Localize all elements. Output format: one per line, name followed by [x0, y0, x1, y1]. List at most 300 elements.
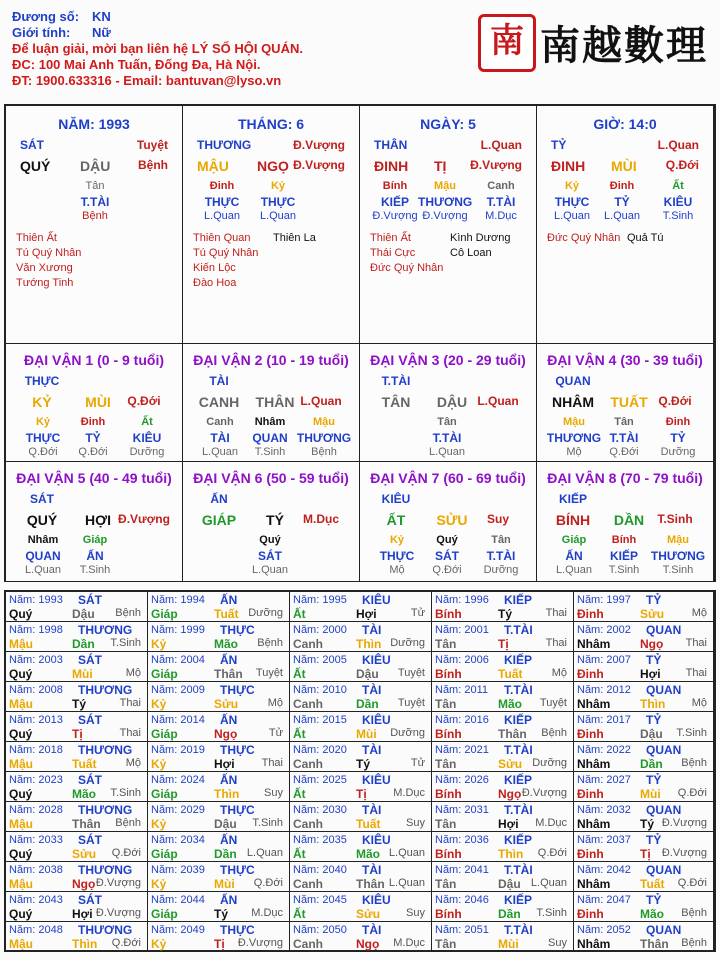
year-label: Năm: 1995	[293, 594, 347, 606]
year-chi: Dần	[214, 847, 237, 861]
dai-van-chi: THÂN	[255, 394, 295, 410]
dai-van-tang-can-truong-sinh: T.Sinh	[608, 564, 640, 576]
year-thap-than: KIÊU	[362, 593, 391, 607]
year-cell	[574, 682, 714, 712]
year-thap-than: KIÊU	[362, 653, 391, 667]
year-can: Mậu	[9, 937, 33, 951]
year-label: Năm: 1999	[151, 624, 205, 636]
pillar-cell	[360, 106, 537, 344]
than-sat-star: Đức Quý Nhân	[547, 232, 621, 244]
dai-van-thap-than: T.TÀI	[381, 374, 411, 388]
tang-can-truong-sinh: L.Quan	[203, 210, 241, 222]
year-truong-sinh: Mộ	[551, 667, 567, 679]
dai-van-tang-can-thap-than: THƯƠNG	[650, 549, 706, 563]
year-label: Năm: 2030	[293, 804, 347, 816]
dai-van-tang-can: Tân	[491, 534, 511, 546]
year-truong-sinh: T.Sinh	[676, 727, 707, 739]
dai-van-chi: MÙI	[85, 394, 111, 410]
year-label: Năm: 1997	[577, 594, 631, 606]
dai-van-can: BÍNH	[555, 512, 591, 528]
truong-sinh-can: Tuyệt	[136, 138, 168, 152]
tang-can-truong-sinh: Đ.Vượng	[422, 210, 468, 222]
year-thap-than: KIÊU	[362, 713, 391, 727]
year-label: Năm: 2021	[435, 744, 489, 756]
year-label: Năm: 2011	[435, 684, 488, 696]
year-label: Năm: 2029	[151, 804, 205, 816]
tang-can-truong-sinh: L.Quan	[603, 210, 641, 222]
dai-van-tang-can-thap-than: KIÊU	[132, 431, 162, 445]
year-thap-than: THỰC	[220, 623, 255, 637]
year-chi: Hợi	[640, 667, 661, 681]
year-can: Quý	[9, 727, 33, 741]
year-thap-than: TỶ	[646, 713, 662, 727]
year-chi: Dần	[72, 637, 95, 651]
dai-van-tang-can-truong-sinh: Mộ	[566, 446, 582, 458]
year-can: Ất	[293, 787, 306, 801]
year-truong-sinh: Mộ	[125, 757, 141, 769]
year-truong-sinh: Đ.Vượng	[95, 907, 141, 919]
year-can: Quý	[9, 787, 33, 801]
year-thap-than: QUAN	[646, 923, 682, 937]
year-cell	[148, 772, 290, 802]
year-can: Quý	[9, 847, 33, 861]
year-cell	[574, 622, 714, 652]
dai-van-tang-can-truong-sinh: T.Sinh	[254, 446, 286, 458]
year-chi: Tị	[356, 787, 367, 801]
year-thap-than: TÀI	[362, 743, 382, 757]
year-chi: Thìn	[498, 847, 524, 861]
chart-header	[12, 9, 482, 89]
dai-van-tang-can-truong-sinh: L.Quan	[201, 446, 239, 458]
year-chi: Mùi	[640, 787, 661, 801]
dai-van-truong-sinh: Q.Đới	[127, 394, 161, 408]
truong-sinh-can: Đ.Vượng	[293, 138, 345, 152]
dai-van-cell	[183, 344, 360, 462]
dai-van-tang-can-truong-sinh: Dưỡng	[660, 446, 696, 458]
year-thap-than: SÁT	[78, 893, 102, 907]
year-can: Đinh	[577, 607, 604, 621]
year-chi: Dậu	[640, 727, 663, 741]
year-cell	[290, 652, 432, 682]
truong-sinh-can: L.Quan	[480, 138, 522, 152]
year-thap-than: TỶ	[646, 593, 662, 607]
year-cell	[6, 802, 148, 832]
year-cell	[432, 892, 574, 922]
dai-van-tang-can: Mậu	[313, 416, 335, 428]
tang-can-truong-sinh: M.Dục	[485, 210, 517, 222]
dai-van-thap-than: ẤN	[210, 492, 228, 506]
dai-van-thap-than: TÀI	[209, 374, 229, 388]
year-can: Ất	[293, 727, 306, 741]
year-cell	[574, 892, 714, 922]
year-can: Nhâm	[577, 697, 611, 711]
year-truong-sinh: Thai	[119, 697, 141, 709]
dai-van-tang-can-thap-than: QUAN	[252, 431, 288, 445]
year-can: Giáp	[151, 847, 178, 861]
than-sat-star: Thiên Ất	[370, 232, 411, 244]
year-cell	[290, 592, 432, 622]
dai-van-chi: DẦN	[613, 512, 645, 528]
year-truong-sinh: M.Dục	[393, 787, 425, 799]
year-label: Năm: 2039	[151, 864, 205, 876]
tang-can-thap-than: T.TÀI	[80, 195, 110, 209]
year-chi: Thân	[356, 877, 385, 891]
year-label: Năm: 2012	[577, 684, 631, 696]
year-cell	[148, 922, 290, 952]
year-can: Nhâm	[577, 937, 611, 951]
dai-van-tang-can-thap-than: SÁT	[258, 549, 282, 563]
owner-line: Đương số: KN	[12, 9, 111, 24]
year-chi: Mùi	[214, 877, 235, 891]
year-can: Giáp	[151, 907, 178, 921]
year-cell	[6, 622, 148, 652]
year-chi: Dậu	[72, 607, 95, 621]
dai-van-tang-can: Giáp	[82, 534, 108, 546]
year-cell	[6, 892, 148, 922]
year-label: Năm: 2027	[577, 774, 631, 786]
year-truong-sinh: Thai	[545, 607, 567, 619]
year-cell	[148, 802, 290, 832]
year-label: Năm: 2035	[293, 834, 347, 846]
pillar-cell	[183, 106, 360, 344]
year-cell	[290, 892, 432, 922]
year-thap-than: TÀI	[362, 863, 382, 877]
year-thap-than: ẤN	[220, 773, 238, 787]
year-chi: Dần	[356, 697, 379, 711]
year-can: Đinh	[577, 727, 604, 741]
dai-van-title: ĐẠI VẬN 3 (20 - 29 tuổi)	[370, 352, 526, 368]
year-chi: Tý	[640, 817, 655, 831]
thien-can: QUÝ	[20, 158, 51, 174]
year-truong-sinh: Tử	[268, 727, 283, 739]
year-label: Năm: 2010	[293, 684, 347, 696]
year-truong-sinh: M.Dục	[251, 907, 283, 919]
year-thap-than: KIẾP	[504, 593, 533, 607]
pillar-title: NGÀY: 5	[420, 116, 476, 132]
year-cell	[148, 862, 290, 892]
tang-can: Canh	[487, 180, 515, 192]
year-can: Quý	[9, 667, 33, 681]
year-label: Năm: 2006	[435, 654, 489, 666]
contact-line-2: ĐC: 100 Mai Anh Tuấn, Đống Đa, Hà Nội.	[12, 57, 261, 72]
tang-can-truong-sinh: L.Quan	[259, 210, 297, 222]
year-cell	[6, 652, 148, 682]
than-sat-star: Tướng Tinh	[16, 277, 74, 289]
year-chi: Tuất	[640, 877, 665, 891]
year-label: Năm: 2018	[9, 744, 63, 756]
than-sat-star: Kình Dương	[450, 232, 511, 244]
dai-van-tang-can-truong-sinh: Q.Đới	[609, 446, 639, 458]
year-label: Năm: 2016	[435, 714, 489, 726]
year-truong-sinh: Thai	[685, 637, 707, 649]
than-sat-star: Thiên Ất	[16, 232, 57, 244]
year-cell	[574, 922, 714, 952]
year-can: Tân	[435, 817, 457, 831]
year-thap-than: THỰC	[220, 923, 255, 937]
dai-van-chi: DẬU	[436, 394, 468, 410]
year-truong-sinh: Bệnh	[115, 817, 141, 829]
year-truong-sinh: M.Dục	[393, 937, 425, 949]
year-thap-than: KIẾP	[504, 653, 533, 667]
dai-van-tang-can-truong-sinh: L.Quan	[428, 446, 466, 458]
dai-van-title: ĐẠI VẬN 7 (60 - 69 tuổi)	[370, 470, 526, 486]
year-cell	[6, 862, 148, 892]
dai-van-can: ẤT	[386, 512, 406, 528]
dai-van-cell	[6, 344, 183, 462]
year-thap-than: T.TÀI	[504, 683, 533, 697]
year-cell	[432, 772, 574, 802]
year-truong-sinh: Tuyệt	[255, 667, 283, 679]
year-can: Canh	[293, 877, 323, 891]
year-can: Mậu	[9, 877, 33, 891]
year-thap-than: KIẾP	[504, 833, 533, 847]
year-cell	[432, 742, 574, 772]
year-thap-than: THỰC	[220, 683, 255, 697]
year-can: Mậu	[9, 697, 33, 711]
dai-van-tang-can-thap-than: THƯƠNG	[296, 431, 352, 445]
year-label: Năm: 2028	[9, 804, 63, 816]
year-cell	[290, 832, 432, 862]
year-cell	[148, 592, 290, 622]
contact-line-1: Để luận giải, mời bạn liên hệ LÝ SỐ HỘI QUÁN.	[12, 41, 303, 56]
year-label: Năm: 2013	[9, 714, 63, 726]
year-thap-than: ẤN	[220, 893, 238, 907]
year-label: Năm: 2020	[293, 744, 347, 756]
tu-tru-grid	[4, 104, 716, 582]
dai-van-tang-can-truong-sinh: Mộ	[389, 564, 405, 576]
tang-can: Đinh	[609, 180, 635, 192]
year-truong-sinh: Đ.Vượng	[661, 847, 707, 859]
dai-van-cell	[360, 462, 537, 582]
year-cell	[6, 832, 148, 862]
dai-van-tang-can-thap-than: ẤN	[565, 549, 583, 563]
tang-can: Tân	[85, 180, 105, 192]
year-truong-sinh: Suy	[406, 817, 425, 829]
dai-van-tang-can-thap-than: TỶ	[670, 431, 686, 445]
year-truong-sinh: Thai	[261, 757, 283, 769]
dai-van-tang-can-truong-sinh: L.Quan	[24, 564, 62, 576]
dai-van-truong-sinh: T.Sinh	[657, 512, 693, 526]
year-thap-than: TÀI	[362, 683, 382, 697]
year-chi: Thân	[72, 817, 101, 831]
year-label: Năm: 2037	[577, 834, 631, 846]
dai-van-can: KỶ	[32, 394, 52, 410]
year-label: Năm: 2026	[435, 774, 489, 786]
year-truong-sinh: Q.Đới	[677, 877, 707, 889]
year-cell	[290, 712, 432, 742]
year-can: Giáp	[151, 667, 178, 681]
than-sat-star: Tú Quý Nhân	[193, 247, 259, 259]
tang-can-thap-than: THƯƠNG	[418, 195, 473, 209]
year-cell	[574, 652, 714, 682]
year-label: Năm: 2017	[577, 714, 631, 726]
dia-chi: TỊ	[434, 158, 447, 174]
dai-van-tang-can-thap-than: SÁT	[435, 549, 459, 563]
year-chi: Dần	[498, 907, 521, 921]
year-truong-sinh: Q.Đới	[111, 847, 141, 859]
year-label: Năm: 1998	[9, 624, 63, 636]
year-thap-than: TỶ	[646, 653, 662, 667]
year-cell	[432, 712, 574, 742]
year-thap-than: QUAN	[646, 683, 682, 697]
year-truong-sinh: Đ.Vượng	[521, 787, 567, 799]
year-cell	[290, 802, 432, 832]
pillar-cell	[6, 106, 183, 344]
year-can: Tân	[435, 877, 457, 891]
dai-van-tang-can: Đinh	[80, 416, 106, 428]
year-thap-than: KIÊU	[362, 893, 391, 907]
year-can: Mậu	[9, 637, 33, 651]
year-label: Năm: 2024	[151, 774, 205, 786]
tang-can-thap-than: TỶ	[614, 195, 630, 209]
dai-van-tang-can-thap-than: KIẾP	[609, 549, 638, 563]
pillar-title: NĂM: 1993	[58, 116, 130, 132]
tang-can-thap-than: THỰC	[260, 195, 296, 209]
year-thap-than: SÁT	[78, 773, 102, 787]
year-thap-than: QUAN	[646, 803, 682, 817]
dai-van-title: ĐẠI VẬN 5 (40 - 49 tuổi)	[16, 470, 172, 486]
year-chi: Mão	[72, 787, 96, 801]
year-thap-than: KIẾP	[504, 893, 533, 907]
year-cell	[6, 772, 148, 802]
luu-nien-table	[4, 590, 716, 952]
year-thap-than: KIÊU	[362, 773, 391, 787]
year-thap-than: TÀI	[362, 923, 382, 937]
year-truong-sinh: Tử	[410, 757, 425, 769]
dai-van-can: NHÂM	[552, 394, 594, 410]
dai-van-tang-can-truong-sinh: Dưỡng	[483, 564, 519, 576]
dai-van-tang-can: Nhâm	[27, 534, 59, 546]
year-thap-than: THƯƠNG	[78, 803, 133, 817]
year-truong-sinh: Tuyệt	[397, 667, 425, 679]
year-thap-than: QUAN	[646, 623, 682, 637]
year-cell	[574, 832, 714, 862]
logo	[478, 10, 710, 76]
year-can: Bính	[435, 787, 462, 801]
year-thap-than: SÁT	[78, 713, 102, 727]
year-thap-than: TÀI	[362, 803, 382, 817]
year-can: Đinh	[577, 847, 604, 861]
year-label: Năm: 2041	[435, 864, 489, 876]
year-chi: Mùi	[72, 667, 93, 681]
year-truong-sinh: Tử	[410, 607, 425, 619]
dai-van-tang-can-thap-than: QUAN	[25, 549, 61, 563]
year-label: Năm: 2040	[293, 864, 347, 876]
pillar-cell	[537, 106, 714, 344]
dai-van-tang-can-truong-sinh: Q.Đới	[78, 446, 108, 458]
dia-chi: MÙI	[611, 158, 637, 174]
year-can: Tân	[435, 757, 457, 771]
year-label: Năm: 2002	[577, 624, 631, 636]
year-truong-sinh: Mộ	[125, 667, 141, 679]
year-thap-than: ẤN	[220, 653, 238, 667]
year-thap-than: SÁT	[78, 593, 102, 607]
year-can: Nhâm	[577, 757, 611, 771]
year-truong-sinh: T.Sinh	[536, 907, 567, 919]
dai-van-truong-sinh: Q.Đới	[658, 394, 692, 408]
than-sat-star: Văn Xương	[16, 262, 73, 274]
year-cell	[148, 712, 290, 742]
year-label: Năm: 2001	[435, 624, 489, 636]
year-cell	[432, 622, 574, 652]
dai-van-cell	[6, 462, 183, 582]
year-can: Nhâm	[577, 637, 611, 651]
year-chi: Sửu	[356, 907, 381, 921]
year-thap-than: THỰC	[220, 803, 255, 817]
year-truong-sinh: M.Dục	[535, 817, 567, 829]
year-label: Năm: 2025	[293, 774, 347, 786]
contact-line-3: ĐT: 1900.633316 - Email: bantuvan@lyso.vn	[12, 73, 282, 88]
dai-van-tang-can-thap-than: T.TÀI	[609, 431, 639, 445]
year-chi: Ngọ	[214, 727, 238, 741]
year-cell	[574, 592, 714, 622]
year-can: Kỷ	[151, 937, 167, 951]
year-label: Năm: 2019	[151, 744, 205, 756]
year-truong-sinh: Q.Đới	[111, 937, 141, 949]
than-sat-star: Cô Loan	[450, 247, 492, 259]
year-label: Năm: 2047	[577, 894, 631, 906]
tang-can-truong-sinh: L.Quan	[553, 210, 591, 222]
year-can: Bính	[435, 607, 462, 621]
year-can: Nhâm	[577, 817, 611, 831]
year-chi: Ngọ	[640, 637, 664, 651]
than-sat-star: Quả Tú	[627, 232, 664, 244]
dai-van-cell	[537, 344, 714, 462]
year-thap-than: THỰC	[220, 863, 255, 877]
year-thap-than: THƯƠNG	[78, 923, 133, 937]
year-can: Kỷ	[151, 817, 167, 831]
year-truong-sinh: Suy	[548, 937, 567, 949]
year-label: Năm: 2052	[577, 924, 631, 936]
year-can: Bính	[435, 667, 462, 681]
tang-can: Mậu	[434, 180, 456, 192]
year-can: Tân	[435, 937, 457, 951]
year-can: Kỷ	[151, 877, 167, 891]
year-label: Năm: 2038	[9, 864, 63, 876]
dai-van-tang-can-thap-than: TÀI	[210, 431, 230, 445]
year-thap-than: THƯƠNG	[78, 743, 133, 757]
year-can: Ất	[293, 907, 306, 921]
dai-van-title: ĐẠI VẬN 6 (50 - 59 tuổi)	[193, 470, 349, 486]
dai-van-truong-sinh: Suy	[486, 512, 509, 526]
year-truong-sinh: Suy	[264, 787, 283, 799]
year-label: Năm: 2032	[577, 804, 631, 816]
year-chi: Thân	[498, 727, 527, 741]
dai-van-tang-can: Quý	[259, 534, 281, 546]
tang-can-thap-than: THỰC	[554, 195, 590, 209]
year-can: Canh	[293, 637, 323, 651]
dai-van-truong-sinh: L.Quan	[300, 394, 342, 408]
dai-van-tang-can-truong-sinh: T.Sinh	[79, 564, 111, 576]
year-truong-sinh: Dưỡng	[532, 757, 567, 769]
year-thap-than: THỰC	[220, 743, 255, 757]
year-chi: Tị	[72, 727, 83, 741]
year-thap-than: T.TÀI	[504, 623, 533, 637]
year-thap-than: T.TÀI	[504, 803, 533, 817]
tang-can-thap-than: THỰC	[204, 195, 240, 209]
year-label: Năm: 2044	[151, 894, 205, 906]
year-label: Năm: 2007	[577, 654, 631, 666]
dai-van-thap-than: SÁT	[30, 492, 54, 506]
year-truong-sinh: Dưỡng	[390, 637, 425, 649]
year-truong-sinh: Mộ	[691, 607, 707, 619]
year-label: Năm: 2023	[9, 774, 63, 786]
tang-can-truong-sinh: Đ.Vượng	[372, 210, 418, 222]
year-truong-sinh: L.Quan	[388, 877, 425, 889]
year-thap-than: ẤN	[220, 593, 238, 607]
tang-can: Ất	[672, 180, 684, 192]
year-label: Năm: 2000	[293, 624, 347, 636]
